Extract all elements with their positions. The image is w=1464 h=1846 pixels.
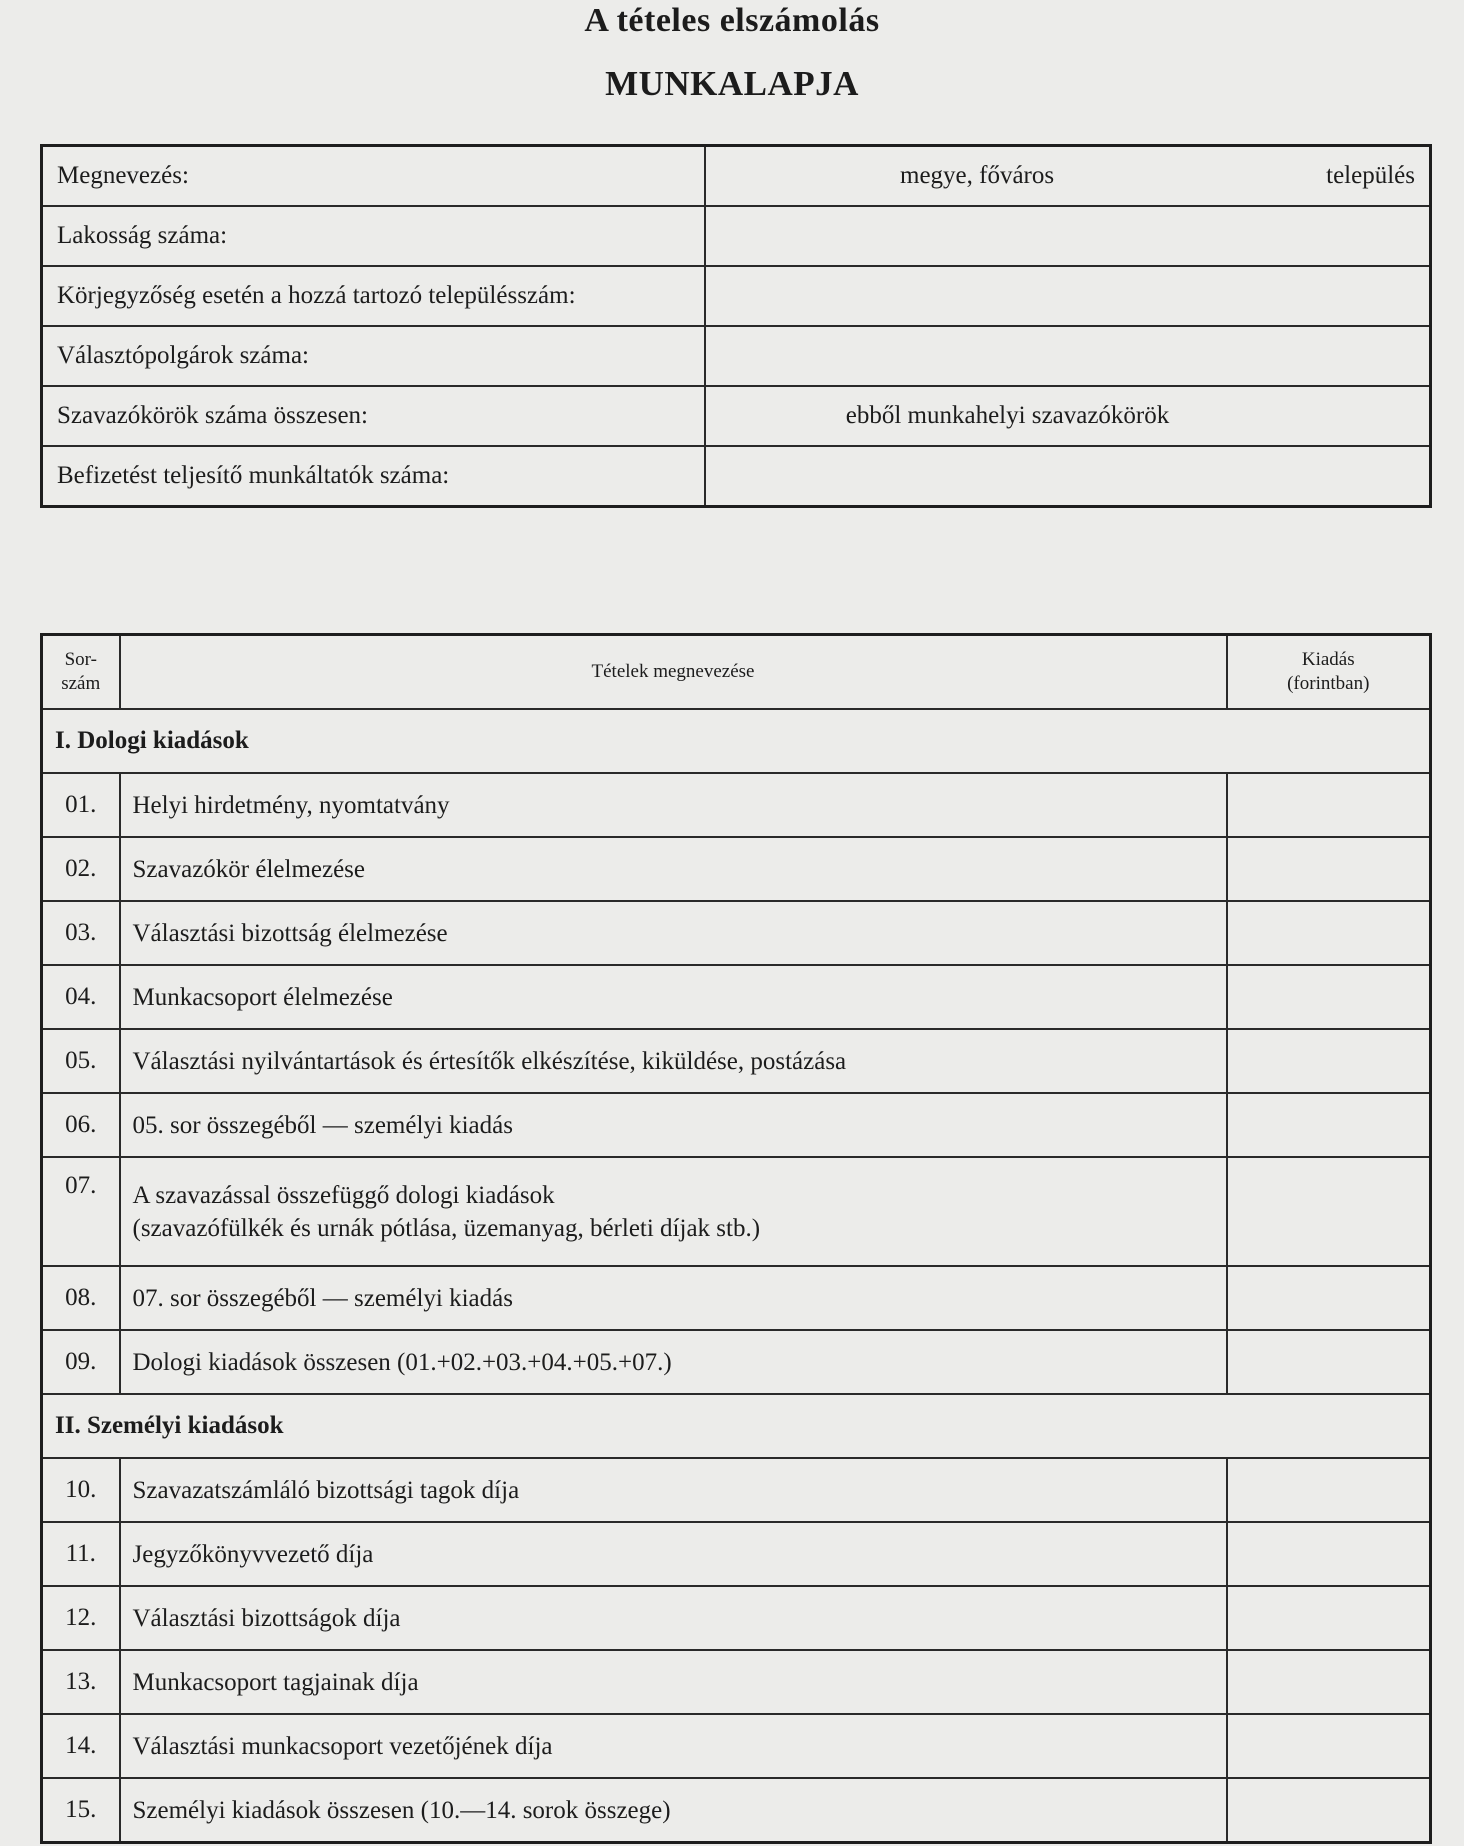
amount-cell[interactable] [1227, 773, 1431, 837]
amount-cell[interactable] [1227, 1586, 1431, 1650]
table-row [42, 1330, 1431, 1394]
form-subtitle: MUNKALAPJA [605, 64, 859, 103]
col-header-kiadas [1227, 635, 1431, 710]
lakossag-label: Lakosság száma: [42, 206, 706, 266]
amount-cell[interactable] [1227, 1330, 1431, 1394]
info-row-szavazokorok [42, 386, 1431, 446]
amount-cell[interactable] [1227, 1266, 1431, 1330]
row-number: 13. [42, 1650, 120, 1714]
table-row [42, 1650, 1431, 1714]
row-number: 04. [42, 965, 120, 1029]
section-row-dologi [42, 709, 1431, 773]
row-number: 05. [42, 1029, 120, 1093]
row-label: Szavazatszámláló bizottsági tagok díja [120, 1458, 1227, 1522]
megnevezes-field[interactable] [705, 146, 1431, 207]
table-row [42, 1157, 1431, 1266]
befizetest-label: Befizetést teljesítő munkáltatók száma: [42, 446, 706, 507]
korjegyzoseg-field[interactable] [705, 266, 1431, 326]
col-header-sorszam [42, 635, 120, 710]
row-number: 15. [42, 1778, 120, 1843]
row-number: 11. [42, 1522, 120, 1586]
amount-cell[interactable] [1227, 1458, 1431, 1522]
table-row [42, 1522, 1431, 1586]
col-header-kiadas-line2: (forintban) [1287, 673, 1370, 694]
items-header-row [42, 635, 1431, 710]
row-label: Választási nyilvántartások és értesítők elkészítése, kiküldése, postázása [120, 1029, 1227, 1093]
amount-cell[interactable] [1227, 1157, 1431, 1266]
lakossag-field[interactable] [705, 206, 1431, 266]
col-header-kiadas-line1: Kiadás [1301, 649, 1355, 670]
county-settlement-row [720, 162, 1415, 190]
section-szemelyi-title: II. Személyi kiadások [42, 1394, 1431, 1458]
table-row [42, 773, 1431, 837]
row-number: 03. [42, 901, 120, 965]
info-row-befizetest [42, 446, 1431, 507]
table-row [42, 965, 1431, 1029]
befizetest-field[interactable] [705, 446, 1431, 507]
korjegyzoseg-label: Körjegyzőség esetén a hozzá tartozó településszám: [42, 266, 706, 326]
table-row [42, 837, 1431, 901]
info-row-lakossag [42, 206, 1431, 266]
row-label: Dologi kiadások összesen (01.+02.+03.+04.+05.+07.) [120, 1330, 1227, 1394]
amount-cell[interactable] [1227, 1522, 1431, 1586]
row-label-multiline [120, 1157, 1227, 1266]
row-number: 12. [42, 1586, 120, 1650]
munkahelyi-label: ebből munkahelyi szavazókörök [845, 402, 1170, 429]
settlement-label: település [1326, 162, 1415, 189]
section-dologi-title: I. Dologi kiadások [42, 709, 1431, 773]
row-label: Helyi hirdetmény, nyomtatvány [120, 773, 1227, 837]
row-label: Munkacsoport tagjainak díja [120, 1650, 1227, 1714]
row-number: 02. [42, 837, 120, 901]
amount-cell[interactable] [1227, 965, 1431, 1029]
info-row-valasztopolgarok [42, 326, 1431, 386]
row-number: 10. [42, 1458, 120, 1522]
row-label: Jegyzőkönyvvezető díja [120, 1522, 1227, 1586]
county-label: megye, főváros [900, 162, 1055, 189]
row-label-line2: (szavazófülkék és urnák pótlása, üzemanyag, bérleti díjak stb.) [132, 1214, 761, 1242]
items-table [40, 633, 1432, 1844]
table-row [42, 1266, 1431, 1330]
row-number: 14. [42, 1714, 120, 1778]
row-label: Szavazókör élelmezése [120, 837, 1227, 901]
info-row-korjegyzoseg [42, 266, 1431, 326]
szavazokorok-label: Szavazókörök száma összesen: [42, 386, 706, 446]
row-number: 09. [42, 1330, 120, 1394]
amount-cell[interactable] [1227, 1778, 1431, 1843]
table-row [42, 1714, 1431, 1778]
info-table [40, 144, 1432, 508]
row-number: 01. [42, 773, 120, 837]
row-label: Választási bizottságok díja [120, 1586, 1227, 1650]
amount-cell[interactable] [1227, 901, 1431, 965]
row-label: 05. sor összegéből — személyi kiadás [120, 1093, 1227, 1157]
col-header-tetelek: Tételek megnevezése [120, 635, 1227, 710]
megnevezes-label: Megnevezés: [42, 146, 706, 207]
row-number: 07. [42, 1157, 120, 1266]
valasztopolgarok-field[interactable] [705, 326, 1431, 386]
row-number: 08. [42, 1266, 120, 1330]
form-title: A tételes elszámolás [584, 2, 880, 39]
amount-cell[interactable] [1227, 837, 1431, 901]
table-row [42, 1093, 1431, 1157]
row-label: Választási bizottság élelmezése [120, 901, 1227, 965]
amount-cell[interactable] [1227, 1093, 1431, 1157]
amount-cell[interactable] [1227, 1714, 1431, 1778]
amount-cell[interactable] [1227, 1650, 1431, 1714]
table-row [42, 1029, 1431, 1093]
valasztopolgarok-label: Választópolgárok száma: [42, 326, 706, 386]
row-label: Személyi kiadások összesen (10.—14. sorok összege) [120, 1778, 1227, 1843]
row-number: 06. [42, 1093, 120, 1157]
szavazokorok-field[interactable] [705, 386, 1431, 446]
row-label-line1: A szavazással összefüggő dologi kiadások [132, 1181, 555, 1209]
table-row [42, 901, 1431, 965]
col-header-sorszam-line1: Sor- [64, 649, 97, 670]
table-row [42, 1586, 1431, 1650]
row-label: Munkacsoport élelmezése [120, 965, 1227, 1029]
row-label: Választási munkacsoport vezetőjének díja [120, 1714, 1227, 1778]
info-row-megnevezes [42, 146, 1431, 207]
table-row [42, 1778, 1431, 1843]
section-row-szemelyi [42, 1394, 1431, 1458]
table-row [42, 1458, 1431, 1522]
col-header-sorszam-line2: szám [61, 673, 101, 694]
row-label: 07. sor összegéből — személyi kiadás [120, 1266, 1227, 1330]
amount-cell[interactable] [1227, 1029, 1431, 1093]
